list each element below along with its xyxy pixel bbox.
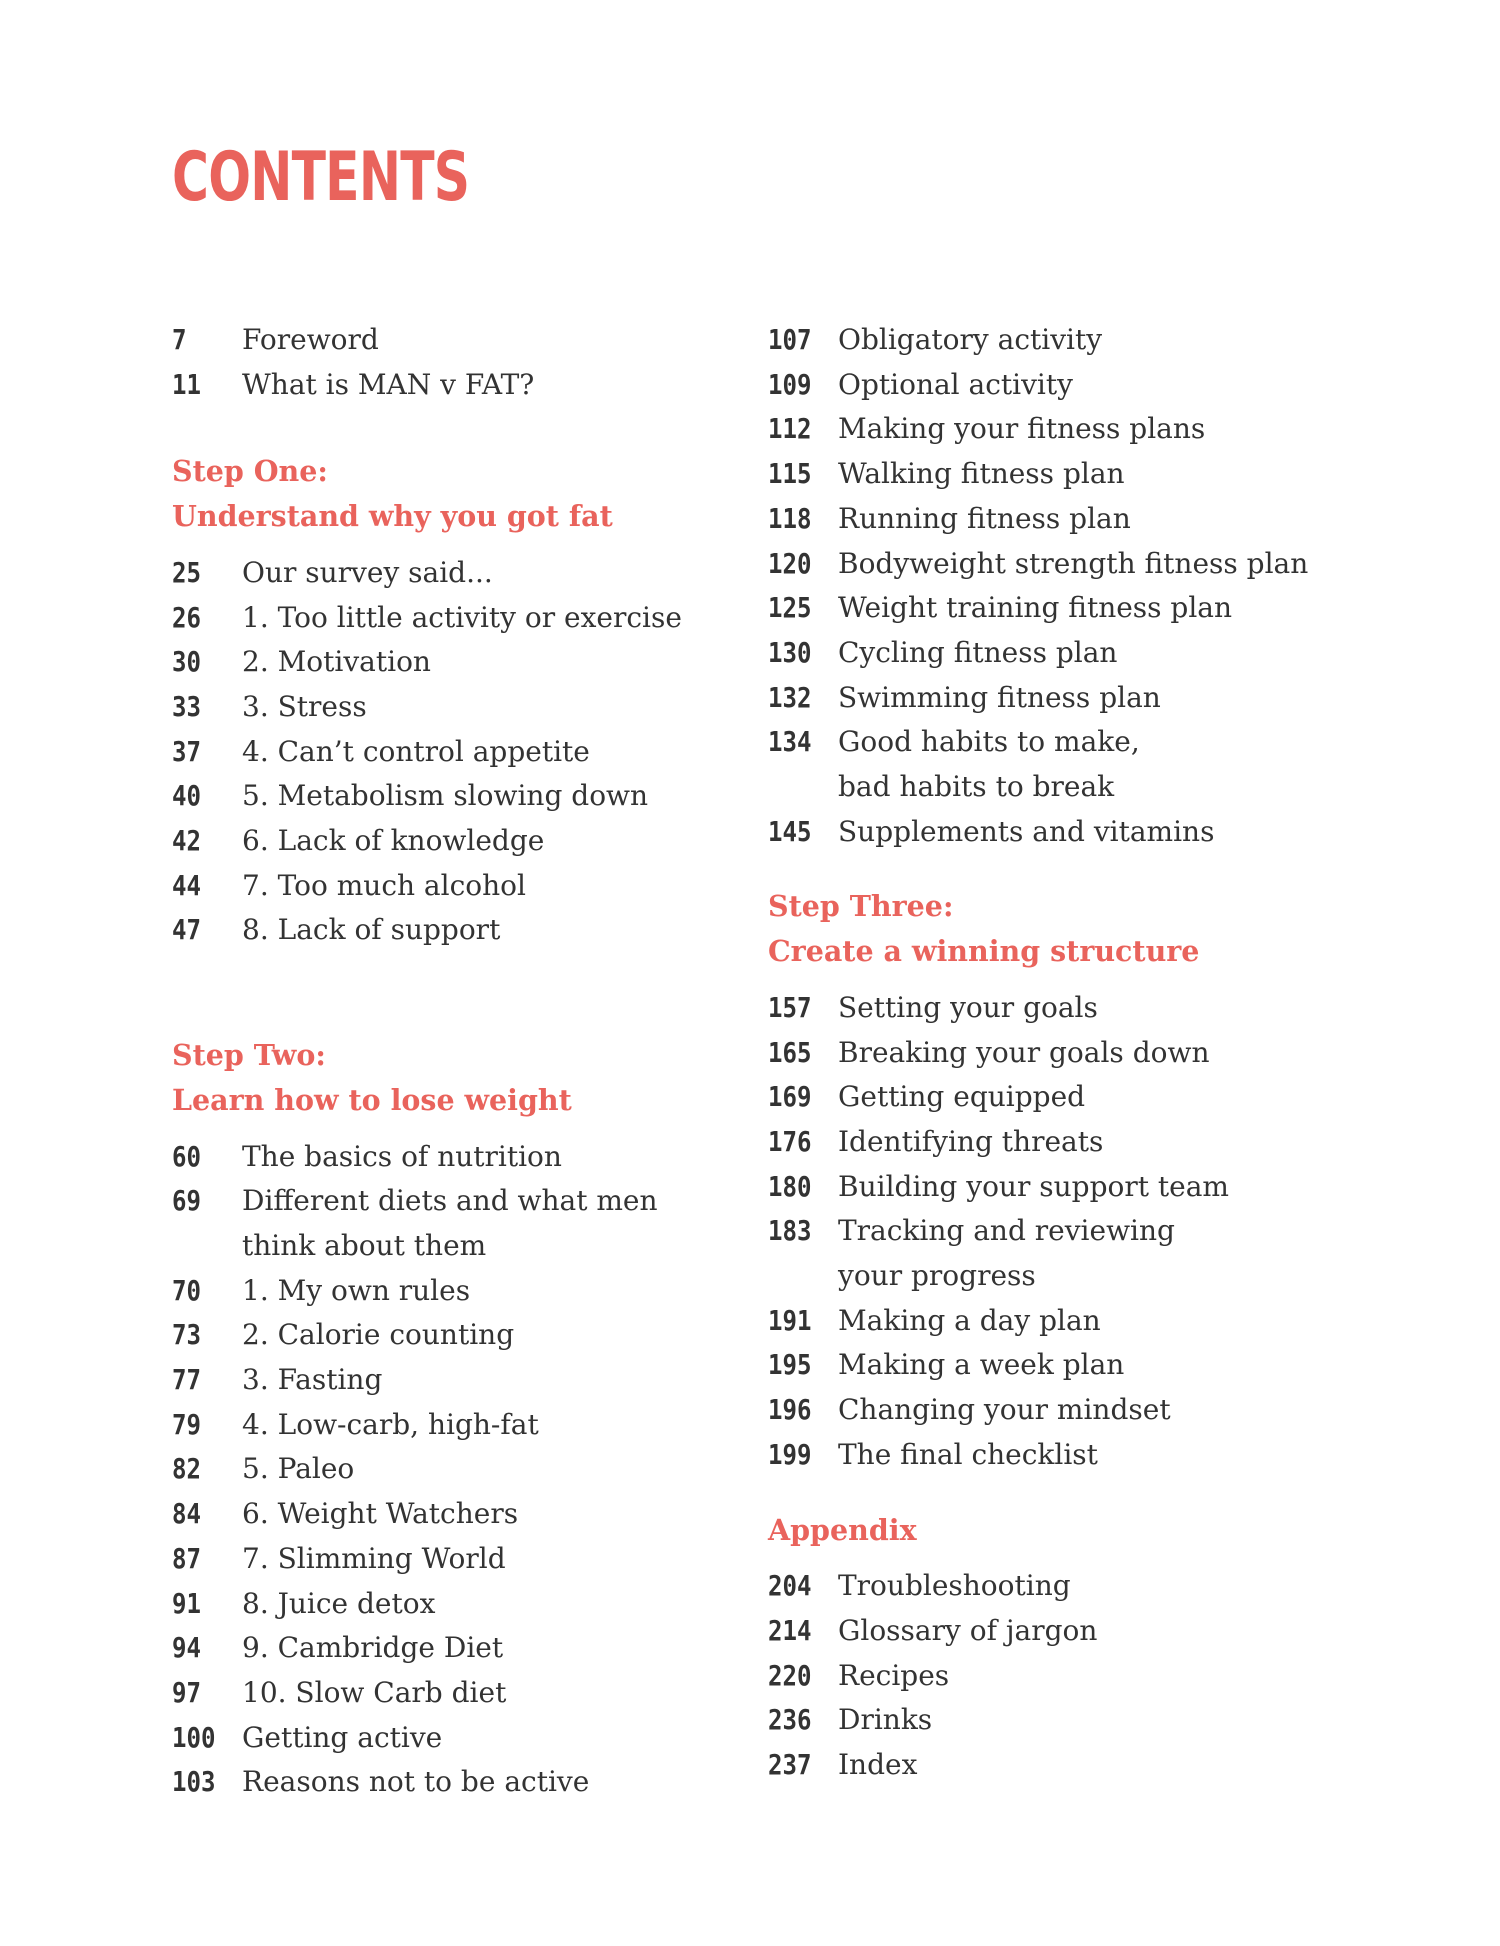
- toc-entry-title-line: Running fitness plan: [838, 501, 1131, 535]
- step-two-heading: [172, 1033, 732, 1122]
- toc-entry-title: [838, 586, 1232, 631]
- toc-page-number: 103: [172, 1765, 216, 1799]
- toc-entry-title-line: Identifying threats: [838, 1124, 1104, 1158]
- toc-entry: [172, 1492, 732, 1537]
- toc-entry-title-line: Troubleshooting: [838, 1569, 1071, 1603]
- toc-page-number: 169: [768, 1080, 812, 1114]
- toc-entry-title: [242, 1358, 382, 1403]
- toc-page-number: 25: [172, 555, 201, 589]
- toc-entry: [768, 720, 1388, 809]
- toc-entry-title: [838, 1165, 1229, 1210]
- toc-entry-title: [838, 1299, 1101, 1344]
- contents-right-column: [768, 318, 1388, 1788]
- toc-entry-title: [838, 1031, 1209, 1076]
- toc-entry-title-line: The basics of nutrition: [242, 1139, 562, 1173]
- toc-page-number: 204: [768, 1569, 812, 1603]
- toc-entry: [172, 730, 732, 775]
- toc-entry-title: [838, 1075, 1085, 1120]
- step-two-continued-list: [768, 318, 1388, 854]
- toc-entry-title-line: 3. Stress: [242, 689, 367, 723]
- toc-page-number: 115: [768, 457, 812, 491]
- toc-page-number: 40: [172, 779, 201, 813]
- toc-entry-title-line: Cycling fitness plan: [838, 635, 1118, 669]
- toc-page-number: 183: [768, 1214, 812, 1248]
- toc-entry-title: [838, 1698, 932, 1743]
- toc-entry: [172, 1179, 732, 1268]
- toc-entry-title: [242, 1179, 658, 1268]
- step-one-list: [172, 551, 732, 953]
- toc-entry: [768, 318, 1388, 363]
- toc-entry-title: [838, 810, 1214, 855]
- toc-entry: [172, 864, 732, 909]
- toc-entry-title: [242, 1582, 435, 1627]
- toc-entry-title-line: 2. Motivation: [242, 645, 431, 679]
- intro-list: [172, 318, 732, 407]
- toc-page-number: 195: [768, 1348, 812, 1382]
- toc-entry-title-line: 6. Lack of knowledge: [242, 824, 545, 858]
- toc-page-number: 69: [172, 1184, 201, 1218]
- toc-entry: [172, 908, 732, 953]
- toc-page-number: 134: [768, 725, 812, 759]
- section-heading-line: Understand why you got fat: [172, 499, 613, 534]
- section-heading-line: Step Three:: [768, 889, 954, 924]
- toc-entry: [172, 1537, 732, 1582]
- toc-entry-title: [838, 1120, 1103, 1165]
- toc-entry-title-line: 10. Slow Carb diet: [242, 1675, 507, 1709]
- toc-entry-title-line: 8. Lack of support: [242, 913, 501, 947]
- toc-page-number: 237: [768, 1748, 812, 1782]
- toc-entry-title: [242, 1269, 470, 1314]
- toc-entry-title: [838, 1609, 1097, 1654]
- toc-entry-title: [242, 1760, 589, 1805]
- toc-entry-title-line: 7. Too much alcohol: [242, 868, 526, 902]
- toc-entry-title-line: Recipes: [838, 1658, 950, 1692]
- toc-entry: [172, 596, 732, 641]
- toc-entry-title: [838, 1343, 1124, 1388]
- toc-entry-title: [242, 685, 367, 730]
- toc-page-number: 42: [172, 824, 201, 858]
- toc-entry: [768, 1388, 1388, 1433]
- toc-entry: [172, 1716, 732, 1761]
- page-title: CONTENTS: [172, 138, 470, 217]
- toc-page-number: 47: [172, 913, 201, 947]
- toc-entry-title: [242, 774, 648, 819]
- contents-left-column: [172, 318, 732, 1805]
- toc-entry-title: [242, 640, 431, 685]
- toc-page-number: 37: [172, 734, 201, 768]
- toc-entry-title-line: 1. Too little activity or exercise: [242, 600, 682, 634]
- toc-page-number: 73: [172, 1318, 201, 1352]
- toc-entry-title-line: Getting active: [242, 1720, 443, 1754]
- toc-entry: [172, 1760, 732, 1805]
- toc-entry-title: [242, 864, 526, 909]
- toc-entry-title: [242, 1492, 518, 1537]
- toc-entry: [172, 551, 732, 596]
- toc-entry-title: [242, 1671, 506, 1716]
- toc-entry: [768, 1299, 1388, 1344]
- toc-entry-title-line: Swimming fitness plan: [838, 680, 1161, 714]
- toc-entry-title-line: 3. Fasting: [242, 1363, 383, 1397]
- section-heading-line: Step Two:: [172, 1038, 326, 1073]
- appendix-heading: [768, 1508, 1388, 1553]
- toc-entry-title: [838, 1654, 949, 1699]
- toc-entry-title: [242, 1447, 354, 1492]
- toc-page-number: 100: [172, 1720, 216, 1754]
- toc-entry-title: [242, 908, 500, 953]
- toc-page-number: 11: [172, 367, 201, 401]
- toc-entry-title-line: Making your fitness plans: [838, 412, 1206, 446]
- toc-entry-title: [838, 676, 1161, 721]
- toc-entry-title: [838, 497, 1131, 542]
- toc-entry-title-line: Breaking your goals down: [838, 1035, 1210, 1069]
- toc-page-number: 120: [768, 546, 812, 580]
- toc-entry: [172, 1447, 732, 1492]
- toc-entry: [768, 497, 1388, 542]
- toc-page-number: 157: [768, 990, 812, 1024]
- toc-entry: [768, 1120, 1388, 1165]
- toc-entry-title: [838, 1743, 917, 1788]
- appendix-list: [768, 1564, 1388, 1788]
- toc-entry-title: [838, 986, 1098, 1031]
- toc-page-number: 97: [172, 1675, 201, 1709]
- toc-entry: [172, 1135, 732, 1180]
- section-heading-line: Learn how to lose weight: [172, 1082, 572, 1117]
- toc-entry-title: [838, 720, 1140, 809]
- toc-entry: [768, 407, 1388, 452]
- toc-page-number: 236: [768, 1703, 812, 1737]
- toc-entry-title-line: 5. Paleo: [242, 1452, 355, 1486]
- toc-page-number: 112: [768, 412, 812, 446]
- toc-entry: [768, 1654, 1388, 1699]
- toc-entry: [768, 586, 1388, 631]
- toc-page-number: 94: [172, 1631, 201, 1665]
- toc-entry-title-line: Changing your mindset: [838, 1393, 1171, 1427]
- toc-entry-title: [242, 1403, 539, 1448]
- toc-entry: [768, 1343, 1388, 1388]
- section-heading-line: Step One:: [172, 454, 328, 489]
- toc-page-number: 220: [768, 1658, 812, 1692]
- toc-page-number: 79: [172, 1407, 201, 1441]
- toc-page-number: 180: [768, 1169, 812, 1203]
- toc-entry: [768, 1609, 1388, 1654]
- toc-entry-title-line: Weight training fitness plan: [838, 591, 1233, 625]
- toc-entry-title-line: Foreword: [242, 323, 379, 356]
- toc-entry-title-line: Our survey said...: [242, 555, 493, 589]
- toc-page-number: 87: [172, 1541, 201, 1575]
- toc-entry-title-line: 1. My own rules: [242, 1273, 471, 1307]
- toc-page-number: 26: [172, 600, 201, 634]
- toc-entry-title: [838, 1209, 1175, 1298]
- toc-page-number: 107: [768, 323, 812, 356]
- toc-entry-title: [838, 1388, 1171, 1433]
- toc-entry: [172, 1582, 732, 1627]
- toc-entry-title-line: Optional activity: [838, 367, 1073, 401]
- toc-entry-title: [838, 318, 1102, 363]
- toc-entry-title-line: 2. Calorie counting: [242, 1318, 515, 1352]
- toc-entry: [768, 1075, 1388, 1120]
- toc-entry-title-line: Setting your goals: [838, 990, 1098, 1024]
- toc-page-number: 196: [768, 1393, 812, 1427]
- toc-entry-title-line: Bodyweight strength fitness plan: [838, 546, 1309, 580]
- toc-page-number: 7: [172, 323, 187, 356]
- toc-entry-title: [242, 1626, 503, 1671]
- toc-entry-title: [838, 1564, 1071, 1609]
- toc-page-number: 199: [768, 1437, 812, 1471]
- toc-entry-title: [838, 452, 1125, 497]
- toc-entry-title: [242, 1537, 506, 1582]
- toc-entry: [768, 810, 1388, 855]
- toc-page-number: 132: [768, 680, 812, 714]
- toc-entry: [172, 1313, 732, 1358]
- toc-entry: [768, 363, 1388, 408]
- toc-entry-title-line: 4. Low-carb, high-fat: [242, 1407, 539, 1441]
- toc-entry-title: [242, 596, 682, 641]
- toc-page-number: 176: [768, 1124, 812, 1158]
- toc-page-number: 118: [768, 501, 812, 535]
- toc-entry: [768, 1433, 1388, 1478]
- toc-entry-title: [242, 318, 379, 363]
- toc-entry: [172, 1671, 732, 1716]
- toc-entry-title-line: Building your support team: [838, 1169, 1229, 1203]
- toc-entry: [172, 1626, 732, 1671]
- toc-entry-title-line: bad habits to break: [838, 770, 1115, 804]
- toc-page-number: 109: [768, 367, 812, 401]
- toc-entry-title: [838, 1433, 1098, 1478]
- toc-entry-title: [838, 407, 1205, 452]
- toc-entry: [768, 1698, 1388, 1743]
- toc-page-number: 130: [768, 635, 812, 669]
- step-three-list: [768, 986, 1388, 1478]
- toc-page-number: 125: [768, 591, 812, 625]
- toc-entry-title-line: Obligatory activity: [838, 323, 1103, 356]
- toc-entry: [768, 1743, 1388, 1788]
- step-two-list: [172, 1135, 732, 1806]
- toc-entry-title-line: Glossary of jargon: [838, 1613, 1098, 1647]
- toc-entry: [172, 363, 732, 408]
- toc-page-number: 30: [172, 645, 201, 679]
- toc-entry-title-line: Index: [838, 1748, 918, 1782]
- toc-entry-title: [242, 819, 544, 864]
- toc-page-number: 70: [172, 1273, 201, 1307]
- toc-entry: [172, 685, 732, 730]
- toc-page-number: 60: [172, 1139, 201, 1173]
- toc-entry: [768, 676, 1388, 721]
- toc-page-number: 44: [172, 868, 201, 902]
- toc-entry: [768, 631, 1388, 676]
- toc-entry-title-line: your progress: [838, 1259, 1036, 1293]
- toc-entry-title-line: Reasons not to be active: [242, 1765, 590, 1799]
- toc-page-number: 214: [768, 1613, 812, 1647]
- step-one-heading: [172, 449, 732, 538]
- toc-entry-title: [242, 1135, 562, 1180]
- toc-entry-title: [242, 363, 534, 408]
- toc-entry-title-line: Walking fitness plan: [838, 457, 1125, 491]
- toc-entry: [172, 1358, 732, 1403]
- toc-entry-title-line: Making a week plan: [838, 1348, 1125, 1382]
- toc-entry-title-line: Making a day plan: [838, 1303, 1101, 1337]
- toc-entry-title-line: 6. Weight Watchers: [242, 1497, 519, 1531]
- toc-entry-title-line: What is MAN v FAT?: [242, 367, 535, 401]
- toc-entry-title: [242, 1716, 442, 1761]
- toc-entry: [768, 1031, 1388, 1076]
- toc-entry-title-line: Getting equipped: [838, 1080, 1086, 1114]
- toc-page-number: 145: [768, 814, 812, 848]
- section-heading-line: Create a winning structure: [768, 934, 1200, 969]
- toc-page-number: 84: [172, 1497, 201, 1531]
- toc-entry-title: [242, 551, 493, 596]
- toc-entry-title-line: 5. Metabolism slowing down: [242, 779, 649, 813]
- toc-entry: [172, 640, 732, 685]
- section-heading-line: Appendix: [768, 1512, 917, 1547]
- toc-page-number: 165: [768, 1035, 812, 1069]
- toc-entry: [172, 1269, 732, 1314]
- toc-entry-title-line: 9. Cambridge Diet: [242, 1631, 504, 1665]
- toc-entry: [172, 1403, 732, 1448]
- toc-entry: [172, 774, 732, 819]
- toc-entry-title-line: 8. Juice detox: [242, 1586, 436, 1620]
- toc-entry-title-line: Tracking and reviewing: [838, 1214, 1175, 1248]
- toc-entry-title-line: Good habits to make,: [838, 725, 1140, 759]
- toc-entry-title: [838, 542, 1308, 587]
- toc-entry: [768, 1564, 1388, 1609]
- toc-entry: [172, 819, 732, 864]
- toc-entry-title: [242, 730, 590, 775]
- toc-entry: [768, 542, 1388, 587]
- step-three-heading: [768, 884, 1388, 973]
- toc-entry-title-line: Different diets and what men: [242, 1184, 658, 1218]
- toc-entry-title-line: The final checklist: [838, 1437, 1098, 1471]
- toc-entry: [768, 1209, 1388, 1298]
- toc-page-number: 33: [172, 689, 201, 723]
- toc-entry-title: [242, 1313, 514, 1358]
- toc-entry: [768, 1165, 1388, 1210]
- toc-entry-title-line: Drinks: [838, 1703, 933, 1737]
- toc-entry-title-line: 7. Slimming World: [242, 1541, 506, 1575]
- toc-entry: [172, 318, 732, 363]
- toc-entry-title: [838, 363, 1073, 408]
- toc-page-number: 77: [172, 1363, 201, 1397]
- toc-page-number: 82: [172, 1452, 201, 1486]
- toc-entry-title-line: 4. Can’t control appetite: [242, 734, 590, 768]
- toc-entry: [768, 452, 1388, 497]
- toc-page-number: 191: [768, 1303, 812, 1337]
- toc-entry-title-line: think about them: [242, 1228, 487, 1262]
- toc-page-number: 91: [172, 1586, 201, 1620]
- toc-entry: [768, 986, 1388, 1031]
- toc-entry-title-line: Supplements and vitamins: [838, 814, 1215, 848]
- toc-entry-title: [838, 631, 1117, 676]
